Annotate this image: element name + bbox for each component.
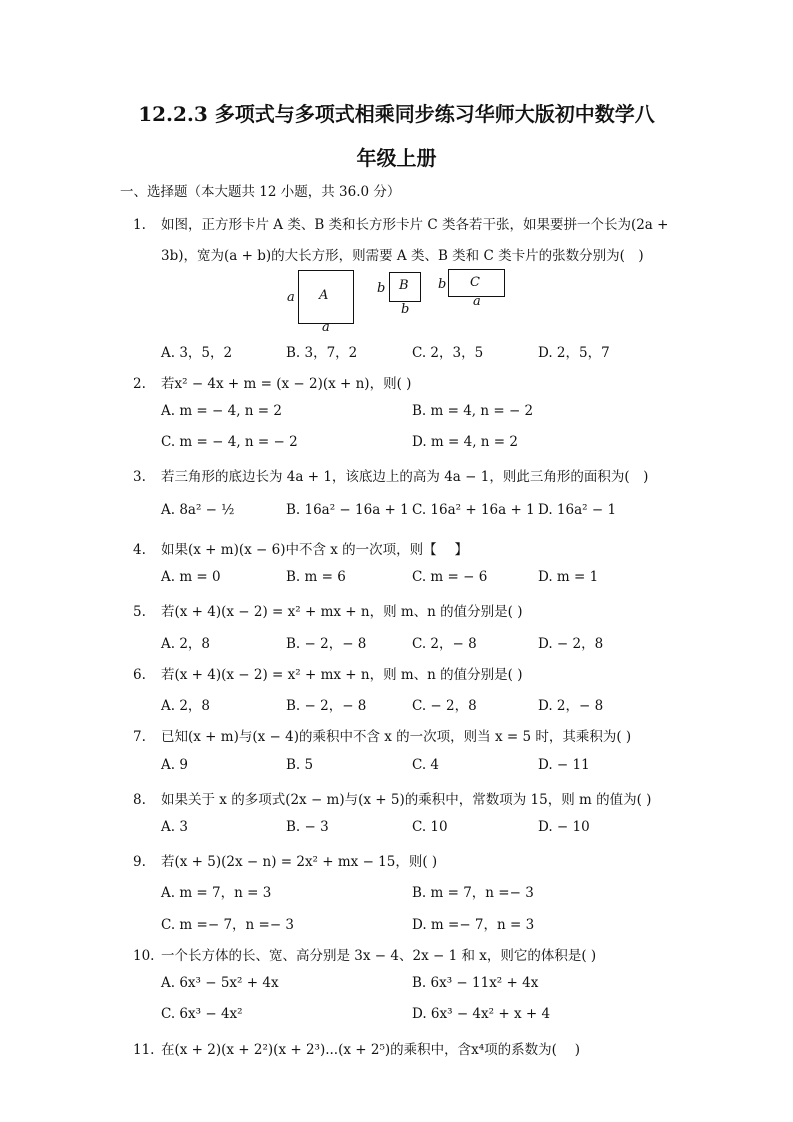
- question-number: 4.: [133, 542, 146, 558]
- option-7-a: A. 9: [161, 757, 188, 773]
- option-8-a: A. 3: [161, 819, 188, 835]
- question-number: 10.: [133, 948, 155, 964]
- question-number: 2.: [133, 376, 146, 392]
- option-7-b: B. 5: [286, 757, 314, 773]
- question-text: 若(x + 5)(2x − n) = 2x² + mx − 15，则( ): [161, 854, 438, 870]
- option-9-b: B. m = 7，n =− 3: [412, 885, 534, 901]
- option-8-d: D. − 10: [538, 819, 590, 835]
- card-a-label: A: [319, 288, 329, 303]
- option-10-b: B. 6x³ − 11x² + 4x: [412, 975, 539, 991]
- card-b-side-label: b: [377, 281, 386, 296]
- question-7: [133, 725, 631, 745]
- page-title-line-2: 年级上册: [356, 146, 437, 170]
- option-6-c: C. − 2，8: [412, 698, 477, 714]
- option-6-d: D. 2，− 8: [538, 698, 604, 714]
- question-1-line-2: 3b)，宽为(a + b)的大长方形，则需要 A 类、B 类和 C 类卡片的张数分别为( ): [161, 248, 644, 264]
- option-5-c: C. 2，− 8: [412, 636, 477, 652]
- question-text: 若三角形的底边长为 4a + 1，该底边上的高为 4a − 1，则此三角形的面积为( ): [161, 469, 649, 485]
- option-1-a: A. 3，5，2: [161, 345, 233, 361]
- question-number: 11.: [133, 1042, 155, 1058]
- question-1: [133, 213, 668, 233]
- question-11: [133, 1038, 580, 1058]
- question-text: 若(x + 4)(x − 2) = x² + mx + n，则 m、n 的值分别是( ): [161, 667, 523, 683]
- option-7-c: C. 4: [412, 757, 440, 773]
- question-text: 一个长方体的长、宽、高分别是 3x − 4、2x − 1 和 x，则它的体积是( ): [161, 948, 597, 964]
- option-1-b: B. 3，7，2: [286, 345, 358, 361]
- question-10: [133, 944, 596, 964]
- question-3: [133, 465, 648, 485]
- question-text: 如果(x + m)(x − 6)中不含 x 的一次项，则【 】: [161, 542, 468, 558]
- option-1-d: D. 2，5，7: [538, 345, 610, 361]
- page-title-line-1: 12.2.3 多项式与多项式相乘同步练习华师大版初中数学八: [138, 102, 655, 126]
- option-2-d: D. m = 4, n = 2: [412, 434, 518, 450]
- question-number: 3.: [133, 469, 146, 485]
- question-text: 若(x + 4)(x − 2) = x² + mx + n，则 m、n 的值分别是( ): [161, 604, 523, 620]
- question-number: 6.: [133, 667, 146, 683]
- question-number: 7.: [133, 729, 146, 745]
- option-4-a: A. m = 0: [161, 569, 221, 585]
- card-a-bottom-label: a: [322, 320, 330, 335]
- option-9-d: D. m =− 7，n = 3: [412, 917, 535, 933]
- card-a-side-label: a: [287, 290, 295, 305]
- option-1-c: C. 2，3，5: [412, 345, 484, 361]
- option-5-a: A. 2，8: [161, 636, 211, 652]
- card-figure: [286, 268, 516, 336]
- option-6-a: A. 2，8: [161, 698, 211, 714]
- option-2-b: B. m = 4, n = − 2: [412, 403, 534, 419]
- card-c-label: C: [470, 275, 480, 290]
- option-3-b: B. 16a² − 16a + 1: [286, 502, 409, 518]
- question-text: 在(x + 2)(x + 2²)(x + 2³)...(x + 2⁵)的乘积中，含x⁴项的系数为( ): [161, 1042, 580, 1058]
- question-text: 若x² − 4x + m = (x − 2)(x + n)，则( ): [161, 376, 412, 392]
- question-4: [133, 538, 468, 558]
- question-6: [133, 663, 522, 683]
- card-c-side-label: b: [438, 277, 447, 292]
- option-3-c: C. 16a² + 16a + 1: [412, 502, 535, 518]
- question-number: 5.: [133, 604, 146, 620]
- option-9-a: A. m = 7，n = 3: [161, 885, 272, 901]
- question-8: [133, 788, 651, 808]
- question-9: [133, 850, 437, 870]
- option-6-b: B. − 2，− 8: [286, 698, 367, 714]
- option-2-c: C. m = − 4, n = − 2: [161, 434, 298, 450]
- question-text: 如果关于 x 的多项式(2x − m)与(x + 5)的乘积中，常数项为 15，则 m 的值为( ): [161, 792, 652, 808]
- option-7-d: D. − 11: [538, 757, 590, 773]
- option-8-c: C. 10: [412, 819, 448, 835]
- option-2-a: A. m = − 4, n = 2: [161, 403, 282, 419]
- option-10-c: C. 6x³ − 4x²: [161, 1006, 243, 1022]
- card-b-label: B: [399, 278, 409, 293]
- section-heading: 一、选择题（本大题共 12 小题，共 36.0 分）: [120, 184, 401, 200]
- question-number: 8.: [133, 792, 146, 808]
- option-8-b: B. − 3: [286, 819, 329, 835]
- question-number: 9.: [133, 854, 146, 870]
- question-text: 如图，正方形卡片 A 类、B 类和长方形卡片 C 类各若干张，如果要拼一个长为(2a +: [161, 217, 669, 233]
- option-3-d: D. 16a² − 1: [538, 502, 617, 518]
- option-10-d: D. 6x³ − 4x² + x + 4: [412, 1006, 551, 1022]
- option-10-a: A. 6x³ − 5x² + 4x: [161, 975, 279, 991]
- question-5: [133, 600, 522, 620]
- option-4-d: D. m = 1: [538, 569, 599, 585]
- card-c-bottom-label: a: [473, 294, 481, 309]
- option-5-b: B. − 2，− 8: [286, 636, 367, 652]
- question-number: 1.: [133, 217, 146, 233]
- question-text: 已知(x + m)与(x − 4)的乘积中不含 x 的一次项，则当 x = 5 时，其乘积为( ): [161, 729, 632, 745]
- option-4-b: B. m = 6: [286, 569, 346, 585]
- question-2: [133, 372, 411, 392]
- option-4-c: C. m = − 6: [412, 569, 488, 585]
- option-3-a: A. 8a² − ½: [161, 502, 235, 518]
- option-9-c: C. m =− 7，n =− 3: [161, 917, 295, 933]
- option-5-d: D. − 2，8: [538, 636, 604, 652]
- card-b-bottom-label: b: [401, 302, 410, 317]
